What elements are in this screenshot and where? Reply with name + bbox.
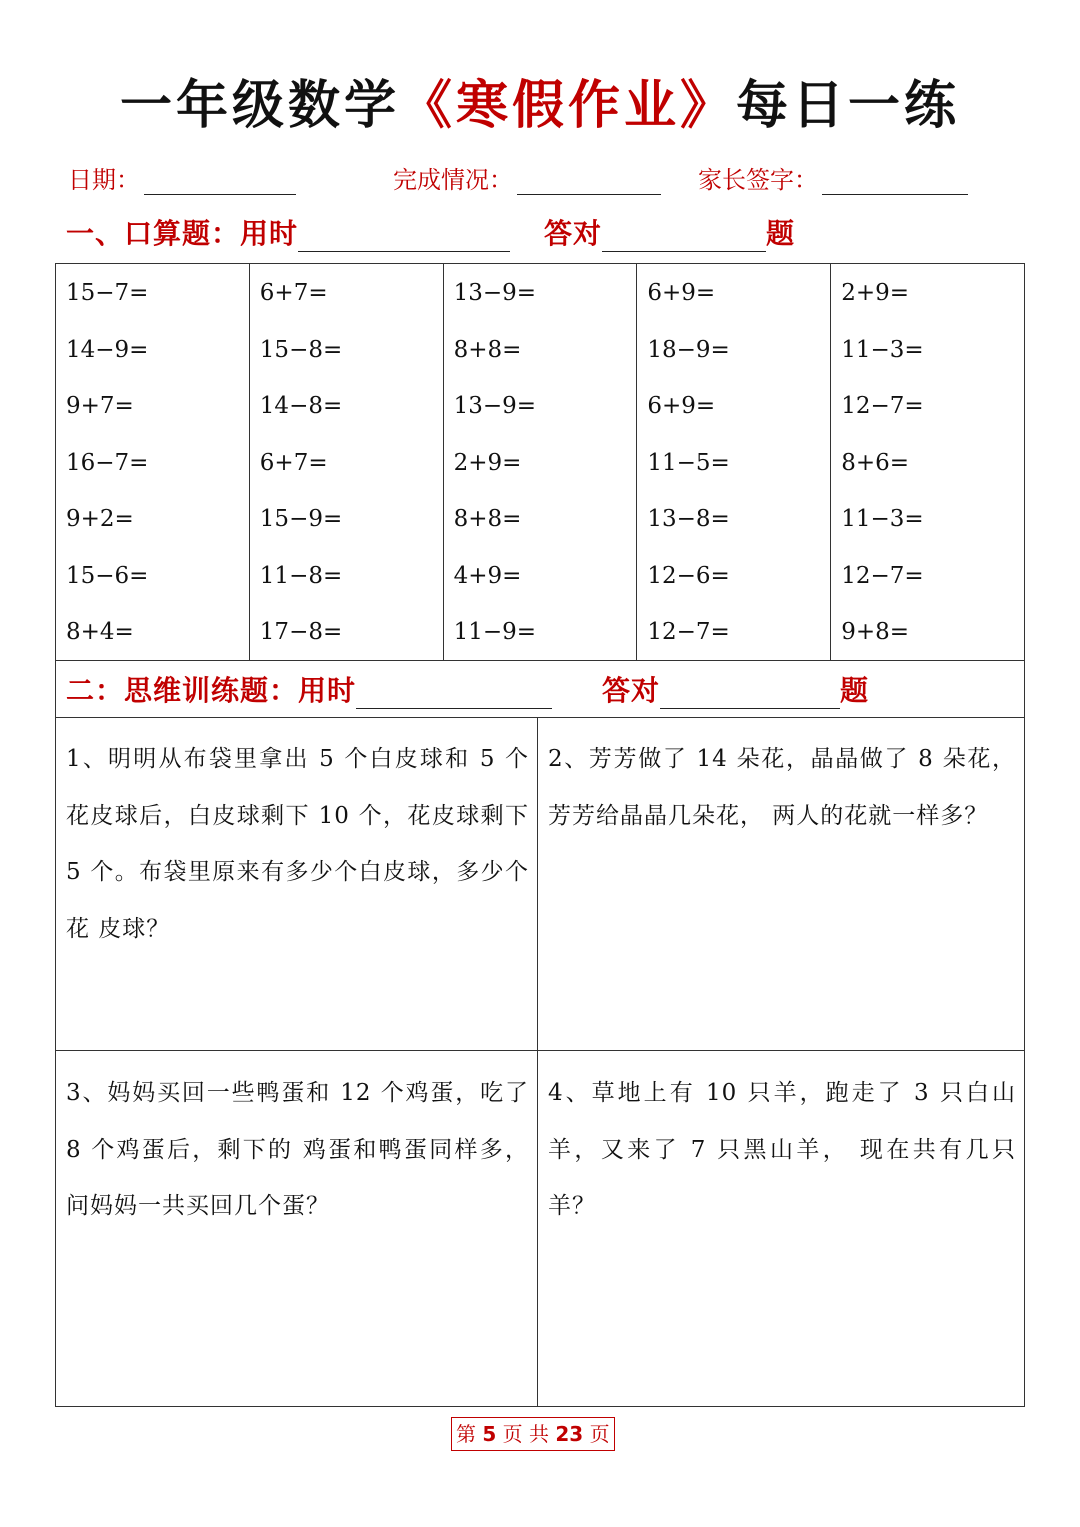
equation: 17−8= — [259, 619, 343, 645]
arithmetic-column — [637, 264, 831, 660]
equation: 15−9= — [259, 506, 343, 532]
equation: 15−6= — [66, 562, 149, 589]
equation: 14−9= — [66, 336, 149, 363]
equation: 9+2= — [66, 506, 134, 532]
word-problem: 1、明明从布袋里拿出 5 个白皮球和 5 个花皮球后，白皮球剩下 10 个，花皮球剩下 5 个。布袋里原来有多少个白皮球，多少个花 皮球？ — [56, 717, 538, 1051]
title-suffix: 每日一练 — [736, 76, 961, 136]
header-fields — [68, 160, 1008, 196]
sign-line[interactable] — [822, 164, 968, 195]
equation: 15−8= — [259, 336, 343, 363]
title-prefix: 一年级数学 — [119, 76, 400, 136]
page-mid: 页 共 — [502, 1422, 549, 1446]
sign-label: 家长签字： — [698, 166, 818, 194]
word-problems — [55, 717, 1025, 1407]
equation: 12−6= — [647, 562, 730, 589]
equation: 6+7= — [259, 280, 328, 306]
equation: 12−7= — [841, 562, 924, 589]
arithmetic-grid — [55, 263, 1025, 661]
section2-title: 二：思维训练题：用时 — [66, 674, 357, 707]
equation: 11−3= — [841, 336, 924, 363]
page-pre: 第 — [456, 1422, 476, 1446]
date-field[interactable] — [68, 160, 296, 195]
equation: 14−8= — [259, 393, 343, 419]
section2-correct-line[interactable] — [660, 674, 840, 709]
equation: 8+8= — [453, 506, 522, 532]
equation: 12−7= — [647, 619, 730, 645]
equation: 6+7= — [259, 449, 328, 476]
equation: 11−5= — [647, 449, 730, 476]
sign-field[interactable] — [698, 160, 968, 195]
current-page: 5 — [482, 1422, 497, 1446]
title-highlight: 《寒假作业》 — [399, 76, 736, 136]
section1-heading — [66, 212, 795, 252]
equation: 9+8= — [841, 619, 909, 645]
section1-correct-line[interactable] — [602, 217, 766, 252]
section1-time-line[interactable] — [298, 217, 510, 252]
status-field[interactable] — [393, 160, 661, 195]
date-label: 日期： — [68, 166, 140, 194]
page-number — [451, 1417, 615, 1451]
equation: 6+9= — [647, 393, 716, 419]
section1-title: 一、口算题：用时 — [66, 217, 299, 250]
equation: 13−9= — [453, 393, 537, 419]
equation: 18−9= — [647, 336, 730, 363]
equation: 12−7= — [841, 393, 924, 419]
arithmetic-column — [250, 264, 444, 660]
equation: 8+4= — [66, 619, 134, 645]
section2-header-row — [55, 659, 1025, 718]
equation: 8+6= — [841, 449, 909, 476]
equation: 9+7= — [66, 393, 134, 419]
total-pages: 23 — [555, 1422, 584, 1446]
section2-unit: 题 — [840, 674, 870, 707]
arithmetic-column — [831, 264, 1024, 660]
equation: 8+8= — [453, 336, 522, 363]
section2-correct-label: 答对 — [602, 674, 661, 707]
arithmetic-column — [56, 264, 250, 660]
status-line[interactable] — [517, 164, 661, 195]
equation: 13−9= — [453, 280, 537, 306]
page-title — [0, 70, 1080, 142]
section1-unit: 题 — [766, 217, 796, 250]
section2-heading — [66, 669, 869, 709]
arithmetic-column — [444, 264, 638, 660]
word-problem: 3、妈妈买回一些鸭蛋和 12 个鸡蛋，吃了 8 个鸡蛋后，剩下的 鸡蛋和鸭蛋同样多，问妈妈一共买回几个蛋？ — [56, 1051, 538, 1406]
equation: 13−8= — [647, 506, 730, 532]
equation: 11−8= — [259, 562, 343, 589]
equation: 6+9= — [647, 280, 716, 306]
equation: 4+9= — [453, 562, 522, 589]
word-problem: 2、芳芳做了 14 朵花，晶晶做了 8 朵花，芳芳给晶晶几朵花， 两人的花就一样多？ — [538, 717, 1024, 1051]
equation: 2+9= — [453, 449, 522, 476]
equation: 11−3= — [841, 506, 924, 532]
date-line[interactable] — [144, 164, 296, 195]
equation: 11−9= — [453, 619, 537, 645]
word-problem: 4、草地上有 10 只羊，跑走了 3 只白山羊，又来了 7 只黑山羊， 现在共有几只羊？ — [548, 1080, 1016, 1219]
equation: 15−7= — [66, 280, 149, 306]
equation: 16−7= — [66, 449, 149, 476]
equation: 2+9= — [841, 280, 909, 306]
page-post: 页 — [589, 1422, 610, 1446]
section1-correct-label: 答对 — [544, 217, 603, 250]
status-label: 完成情况： — [393, 166, 513, 194]
section2-time-line[interactable] — [356, 674, 552, 709]
